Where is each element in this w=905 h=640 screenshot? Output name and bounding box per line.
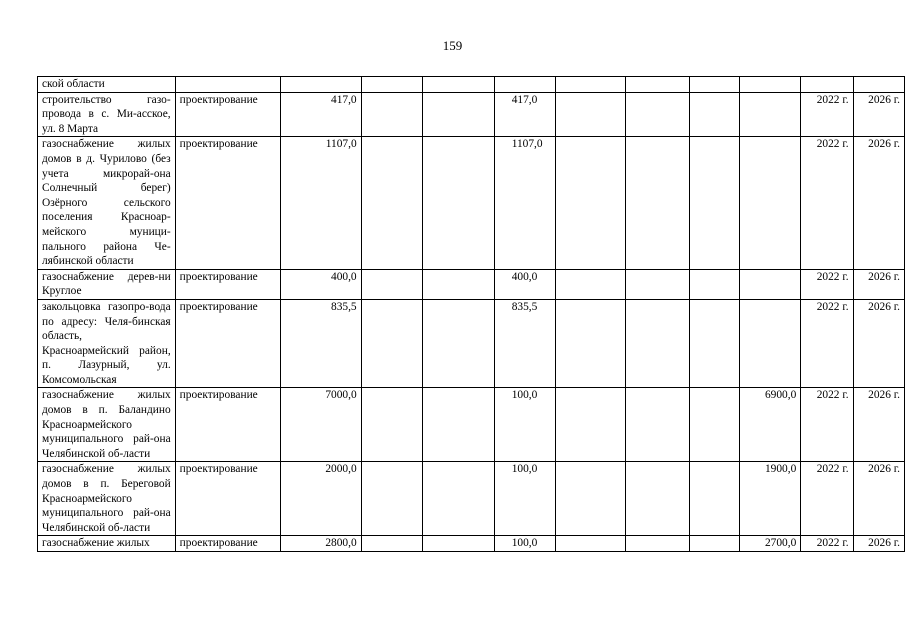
object-description: газоснабжение жилых: [38, 536, 176, 552]
end-year-cell: 2026 г.: [853, 92, 904, 137]
amount-cell: [494, 77, 556, 93]
amount-cell: [422, 388, 494, 462]
amount-cell: [690, 462, 740, 536]
amount-cell: 400,0: [494, 269, 556, 299]
start-year-cell: 2022 г.: [801, 92, 853, 137]
start-year-cell: 2022 г.: [801, 462, 853, 536]
total-cell: 835,5: [281, 299, 362, 388]
amount-cell: 2700,0: [740, 536, 801, 552]
object-description: ской области: [38, 77, 176, 93]
amount-cell: [690, 269, 740, 299]
table-row: [38, 92, 905, 137]
amount-cell: [556, 269, 626, 299]
amount-cell: [556, 462, 626, 536]
amount-cell: [626, 269, 690, 299]
start-year-cell: 2022 г.: [801, 269, 853, 299]
table-row: [38, 299, 905, 388]
end-year-cell: 2026 г.: [853, 462, 904, 536]
amount-cell: [422, 536, 494, 552]
total-cell: 417,0: [281, 92, 362, 137]
amount-cell: [626, 388, 690, 462]
start-year-cell: 2022 г.: [801, 137, 853, 269]
amount-cell: [361, 137, 422, 269]
amount-cell: [361, 462, 422, 536]
amount-cell: [556, 92, 626, 137]
amount-cell: [556, 536, 626, 552]
stage-cell: проектирование: [175, 388, 280, 462]
total-cell: 2000,0: [281, 462, 362, 536]
amount-cell: 1107,0: [494, 137, 556, 269]
stage-cell: проектирование: [175, 462, 280, 536]
amount-cell: [690, 92, 740, 137]
amount-cell: [422, 462, 494, 536]
amount-cell: [556, 77, 626, 93]
amount-cell: [422, 269, 494, 299]
object-description: строительство газо-провода в с. Ми-асское, ул. 8 Марта: [38, 92, 176, 137]
object-description: газоснабжение жилых домов в п. Баландино Красноармейского муниципального рай-она Челябинской об-ласти: [38, 388, 176, 462]
amount-cell: 100,0: [494, 462, 556, 536]
total-cell: 400,0: [281, 269, 362, 299]
object-description: закольцовка газопро-вода по адресу: Челя-бинская область, Красноармейский район, п. Лазурный, ул. Комсомольская: [38, 299, 176, 388]
amount-cell: [740, 269, 801, 299]
amount-cell: 835,5: [494, 299, 556, 388]
table-row: [38, 462, 905, 536]
object-description: газоснабжение жилых домов в п. Береговой Красноармейского муниципального рай-она Челябинской об-ласти: [38, 462, 176, 536]
object-description: газоснабжение дерев-ни Круглое: [38, 269, 176, 299]
amount-cell: [740, 92, 801, 137]
total-cell: 2800,0: [281, 536, 362, 552]
amount-cell: [361, 388, 422, 462]
amount-cell: [626, 77, 690, 93]
amount-cell: 6900,0: [740, 388, 801, 462]
amount-cell: [690, 77, 740, 93]
stage-cell: проектирование: [175, 92, 280, 137]
page-number: 159: [442, 38, 463, 53]
table-row: [38, 137, 905, 269]
object-description: газоснабжение жилых домов в д. Чурилово (без учета микрорай-она Солнечный берег) Озёрного сельского поселения Красноар-мейского муници-пального района Че-лябинской области: [38, 137, 176, 269]
stage-cell: [175, 77, 280, 93]
stage-cell: проектирование: [175, 299, 280, 388]
amount-cell: [361, 77, 422, 93]
amount-cell: [690, 388, 740, 462]
end-year-cell: 2026 г.: [853, 536, 904, 552]
amount-cell: [690, 299, 740, 388]
amount-cell: [422, 137, 494, 269]
amount-cell: [626, 536, 690, 552]
amount-cell: [361, 269, 422, 299]
total-cell: [281, 77, 362, 93]
amount-cell: [690, 137, 740, 269]
amount-cell: [556, 137, 626, 269]
stage-cell: проектирование: [175, 536, 280, 552]
amount-cell: [740, 299, 801, 388]
amount-cell: [556, 299, 626, 388]
amount-cell: [422, 92, 494, 137]
table-row: [38, 536, 905, 552]
end-year-cell: 2026 г.: [853, 137, 904, 269]
amount-cell: [626, 462, 690, 536]
start-year-cell: 2022 г.: [801, 536, 853, 552]
end-year-cell: 2026 г.: [853, 388, 904, 462]
amount-cell: [361, 299, 422, 388]
amount-cell: [361, 92, 422, 137]
table-row: [38, 388, 905, 462]
start-year-cell: 2022 г.: [801, 299, 853, 388]
amount-cell: 100,0: [494, 536, 556, 552]
amount-cell: [690, 536, 740, 552]
amount-cell: [422, 77, 494, 93]
amount-cell: [556, 388, 626, 462]
amount-cell: [626, 92, 690, 137]
end-year-cell: 2026 г.: [853, 269, 904, 299]
stage-cell: проектирование: [175, 269, 280, 299]
amount-cell: [361, 536, 422, 552]
end-year-cell: 2026 г.: [853, 299, 904, 388]
total-cell: 1107,0: [281, 137, 362, 269]
end-year-cell: [853, 77, 904, 93]
amount-cell: 1900,0: [740, 462, 801, 536]
amount-cell: [740, 137, 801, 269]
table-body: [38, 77, 905, 552]
amount-cell: 100,0: [494, 388, 556, 462]
start-year-cell: 2022 г.: [801, 388, 853, 462]
budget-table: [37, 76, 905, 552]
amount-cell: [740, 77, 801, 93]
start-year-cell: [801, 77, 853, 93]
total-cell: 7000,0: [281, 388, 362, 462]
table-row: [38, 269, 905, 299]
stage-cell: проектирование: [175, 137, 280, 269]
amount-cell: [626, 299, 690, 388]
amount-cell: [422, 299, 494, 388]
amount-cell: [626, 137, 690, 269]
amount-cell: 417,0: [494, 92, 556, 137]
table-row: [38, 77, 905, 93]
